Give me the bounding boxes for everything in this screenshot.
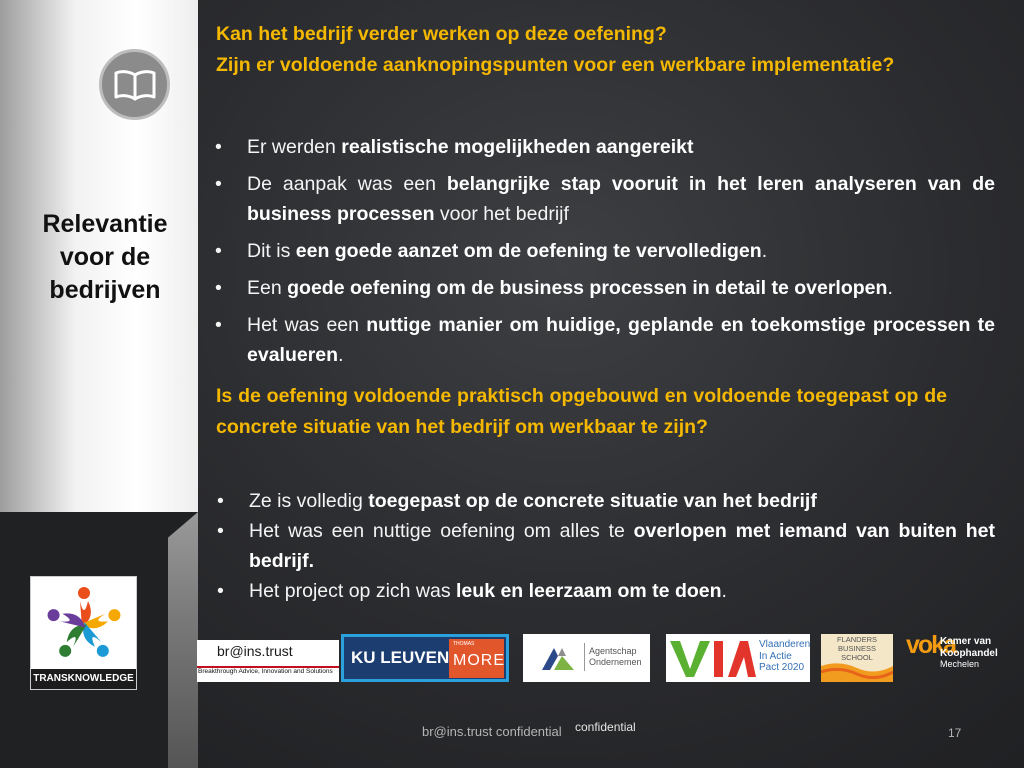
list-item: • Ze is volledig toegepast op de concrete situatie van het bedrijf <box>217 486 995 516</box>
list-item: • Het was een nuttige manier om huidige, geplande en toekomstige processen te evalueren. <box>215 310 995 370</box>
ku-leuven-logo <box>341 634 509 682</box>
thomas-more-text: MORE <box>453 652 505 669</box>
via-logo <box>666 634 810 682</box>
divider <box>584 643 585 671</box>
answers-list-1 <box>215 132 995 377</box>
section-title-line: bedrijven <box>49 276 161 304</box>
via-text: Vlaanderen In Actie Pact 2020 <box>759 639 810 673</box>
list-item: • Een goede oefening om de business processen in detail te overlopen. <box>215 273 995 303</box>
fbs-wave-icon <box>821 660 893 682</box>
voka-logo <box>906 634 1006 682</box>
brains-trust-tagline: Breakthrough Advice, Innovation and Solutions <box>198 668 333 675</box>
list-item: • Het was een nuttige oefening om alles te overlopen met iemand van buiten het bedrijf. <box>217 516 995 576</box>
question-1-line: Zijn er voldoende aanknopingspunten voor een werkbare implementatie? <box>216 54 895 76</box>
transknowledge-logo-text: TRANSKNOWLEDGE <box>31 669 136 689</box>
ku-leuven-logo-text: KU LEUVEN <box>351 648 450 667</box>
brains-trust-logo <box>197 640 339 682</box>
brains-trust-logo-text: br@ins.trust <box>217 643 293 659</box>
thomas-more-logo <box>449 639 504 678</box>
section-title-line: Relevantie <box>42 210 168 238</box>
list-item: • Het project op zich was leuk en leerzaam om te doen. <box>217 576 995 606</box>
voka-mark: voka <box>906 634 955 659</box>
answers-list-2 <box>217 486 995 606</box>
via-mark-icon <box>666 635 756 681</box>
fbs-text: FLANDERS BUSINESS SCHOOL <box>836 635 877 662</box>
question-1-line: Kan het bedrijf verder werken op deze oefening? <box>216 23 667 45</box>
list-item: • Dit is een goede aanzet om de oefening te vervolledigen. <box>215 236 995 266</box>
thomas-more-small-text: THOMAS <box>453 641 475 647</box>
list-item: • De aanpak was een belangrijke stap vooruit in het leren analyseren van de business processen voor het bedrijf <box>215 169 995 229</box>
agentschap-ondernemen-logo <box>523 634 650 682</box>
page-number: 17 <box>948 726 962 740</box>
section-title-line: voor de <box>59 243 151 271</box>
confidential-label: confidential <box>575 720 636 734</box>
question-2: Is de oefening voldoende praktisch opgebouwd en voldoende toegepast op de concrete situatie van het bedrijf om werkbaar te zijn? <box>216 385 947 438</box>
agentschap-text: Agentschap Ondernemen <box>589 646 642 667</box>
list-item: • Er werden realistische mogelijkheden aangereikt <box>215 132 995 162</box>
agentschap-mark-icon <box>540 644 576 672</box>
voka-text: Kamer van Koophandel Mechelen <box>940 636 998 669</box>
flanders-business-school-logo <box>821 634 893 682</box>
question-1 <box>216 19 963 81</box>
footer-text: br@ins.trust confidential <box>422 724 562 739</box>
